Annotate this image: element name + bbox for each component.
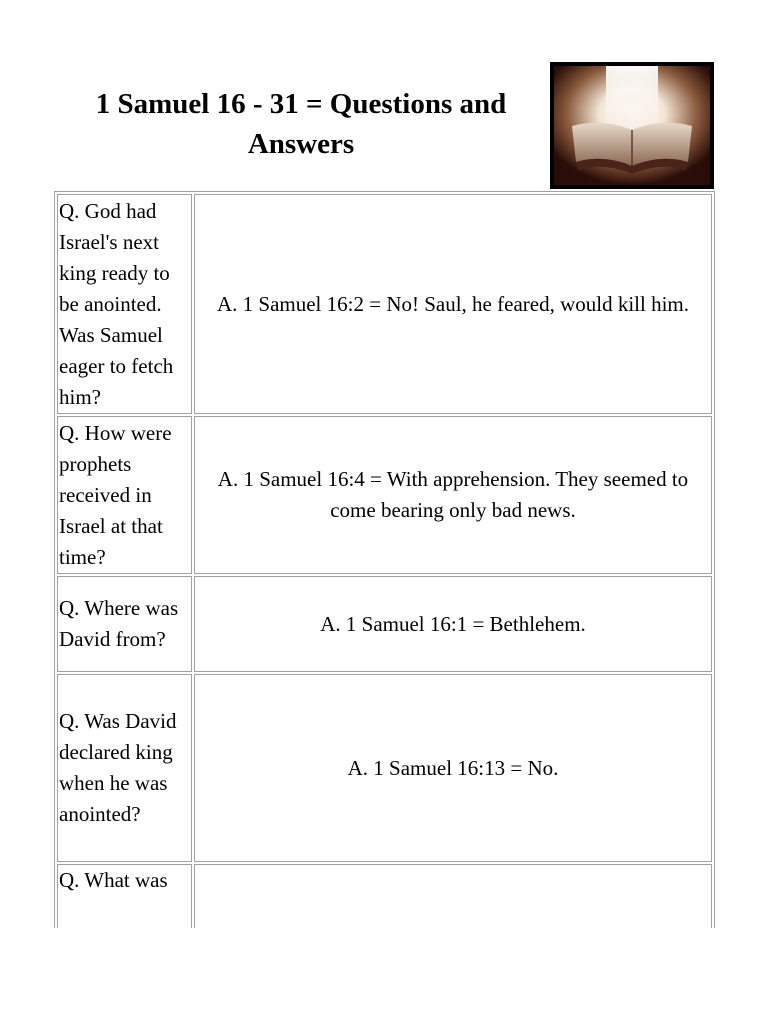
table-row — [57, 674, 712, 862]
table-row — [57, 576, 712, 672]
open-bible-icon — [554, 66, 710, 185]
page-title: 1 Samuel 16 - 31 = Questions and Answers — [95, 88, 507, 160]
question-cell: Q. How were prophets received in Israel at that time? — [57, 416, 192, 574]
page-bottom-margin — [0, 928, 768, 1024]
question-cell: Q. God had Israel's next king ready to be anointed. Was Samuel eager to fetch him? — [57, 194, 192, 414]
answer-cell: A. 1 Samuel 16:1 = Bethlehem. — [194, 576, 712, 672]
answer-cell: A. 1 Samuel 16:2 = No! Saul, he feared, would kill him. — [194, 194, 712, 414]
table-row — [57, 194, 712, 414]
question-cell: Q. What was — [57, 864, 192, 984]
qa-table — [54, 191, 715, 987]
answer-cell: A. 1 Samuel 16:4 = With apprehension. They seemed to come bearing only bad news. — [194, 416, 712, 574]
question-cell: Q. Where was David from? — [57, 576, 192, 672]
answer-cell: A. 1 Samuel 16:13 = No. — [194, 674, 712, 862]
question-cell: Q. Was David declared king when he was anointed? — [57, 674, 192, 862]
table-row — [57, 416, 712, 574]
open-bible-image — [550, 62, 714, 189]
